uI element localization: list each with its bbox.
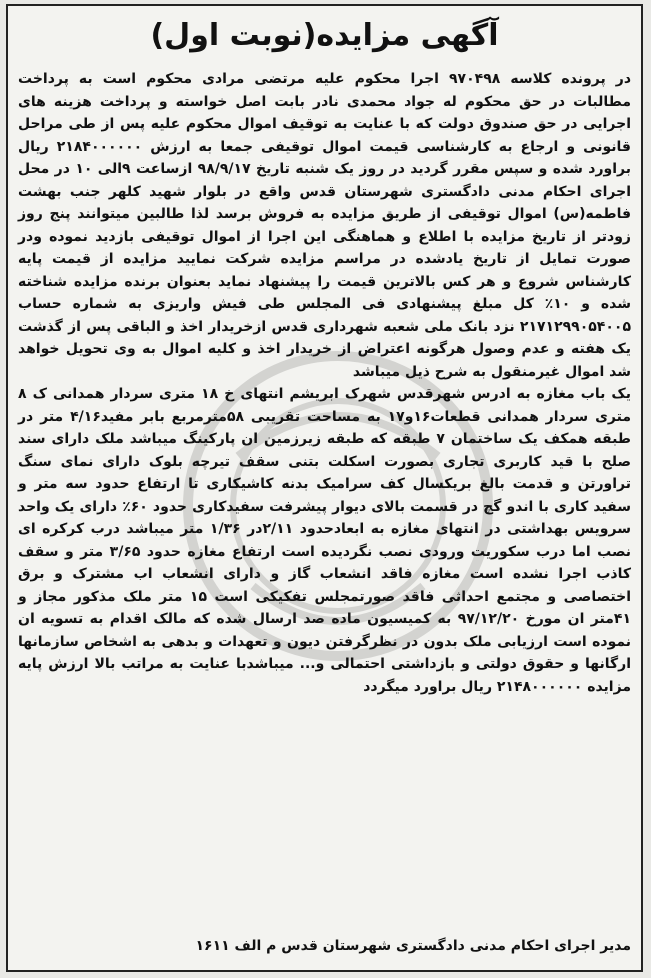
notice-paragraph-property: یک باب مغازه به ادرس شهرقدس شهرک ابریشم انتهای خ ۱۸ متری سردار همدانی ک ۸ متری سردار همدانی قطعات۱۶و۱۷ به مساحت تقریبی ۵۸مترمربع بابر مفید۴/۱۶ متر در طبقه همکف یک ساختمان ۷ طبقه که طبقه زیرزمین ان پارکینگ میباشد ملک دارای سند صلح با قید کاربری تجاری بصورت اسکلت بتنی سقف تیرچه بلوک دارای نمای سنگ تراورتن و قدمت بالغ بریکسال کف سرامیک بدنه کاشیکاری تا ارتفاع حدود سه متر و سفید کاری با اندو گچ در قسمت بالای دیوار پیشرفت سفیدکاری حدود ۶۰٪ دارای یک واحد سرویس بهداشتی در انتهای مغازه به ابعادحدود ۲/۱۱در ۱/۳۶ متر میباشد درب کرکره ای نصب اما درب سکوریت ورودی نصب نگردیده است ارتفاع مغازه حدود ۳/۶۵ متر و سقف کاذب اجرا نشده است مغازه فاقد انشعاب گاز و دارای انشعاب اب مشترک و برق اختصاصی و مجتمع احداثی فاقد صورتمجلس تفکیکی است ۱۵ متر ملک مذکور مجاز و ۴۱متر ان مورخ ۹۷/۱۲/۲۰ به کمیسیون ماده صد ارسال شده که مالک اقدام به تسویه ان نموده است ارزیابی ملک بدون در نظرگرفتن دیون و تعهدات و بدهی به اشخاص سازمانها ارگانها و حقوق دولتی و بازداشتی احتمالی و... میباشدبا عنایت به مراتب بالا ارزش پایه مزایده ۲۱۴۸۰۰۰۰۰۰ ریال براورد میگردد [18,386,632,695]
notice-body [18,68,631,698]
notice-signature: مدیر اجرای احکام مدنی دادگستری شهرستان قدس م الف ۱۶۱۱ [195,938,631,954]
notice-paragraph-intro: در پرونده کلاسه ۹۷۰۴۹۸ اجرا محکوم علیه مرتضی مرادی محکوم است به پرداخت مطالبات در حق محکوم له جواد محمدی نادر بابت اصل خواسته و پرداخت هزینه های اجرایی در حق صندوق دولت که با عنایت به توقیف اموال محکوم علیه پس از طی مراحل قانونی و ارجاع به کارشناسی قیمت اموال توقیفی جمعا به ارزش ۲۱۸۴۰۰۰۰۰۰ ریال براورد شده و سپس مقرر گردید در روز یک شنبه تاریخ ۹۸/۹/۱۷ ازساعت ۹الی ۱۰ در محل اجرای احکام مدنی دادگستری شهرستان قدس واقع در بلوار شهید کلهر جنب بهشت فاطمه(س) اموال توقیفی از طریق مزایده به فروش برسد لذا طالبین میتوانند پنج روز زودتر از تاریخ مزایده با اطلاع و هماهنگی این اجرا از اموال توقیفی بازدید نموده ودر صورت تمایل از تاریخ یادشده در مراسم مزایده شرکت نمایید مزایده از قیمت پایه کارشناس شروع و هر کس بالاترین قیمت را پیشنهاد نماید بعنوان برنده مزایده شناخته شده و ۱۰٪ کل مبلغ پیشنهادی فی المجلس طی فیش واریزی به شماره حساب ۲۱۷۱۲۹۹۰۵۴۰۰۵ نزد بانک ملی شعبه شهرداری قدس ازخریدار اخذ و الباقی پس از گذشت یک هفته و عدم وصول هرگونه اعتراض از خریدار اخذ و کلیه اموال به وی تحویل خواهد شد اموال غیرمنقول به شرح ذیل میباشد [18,71,632,380]
notice-frame [6,4,643,972]
notice-title: آگهی مزایده(نوبت اول) [150,18,499,53]
